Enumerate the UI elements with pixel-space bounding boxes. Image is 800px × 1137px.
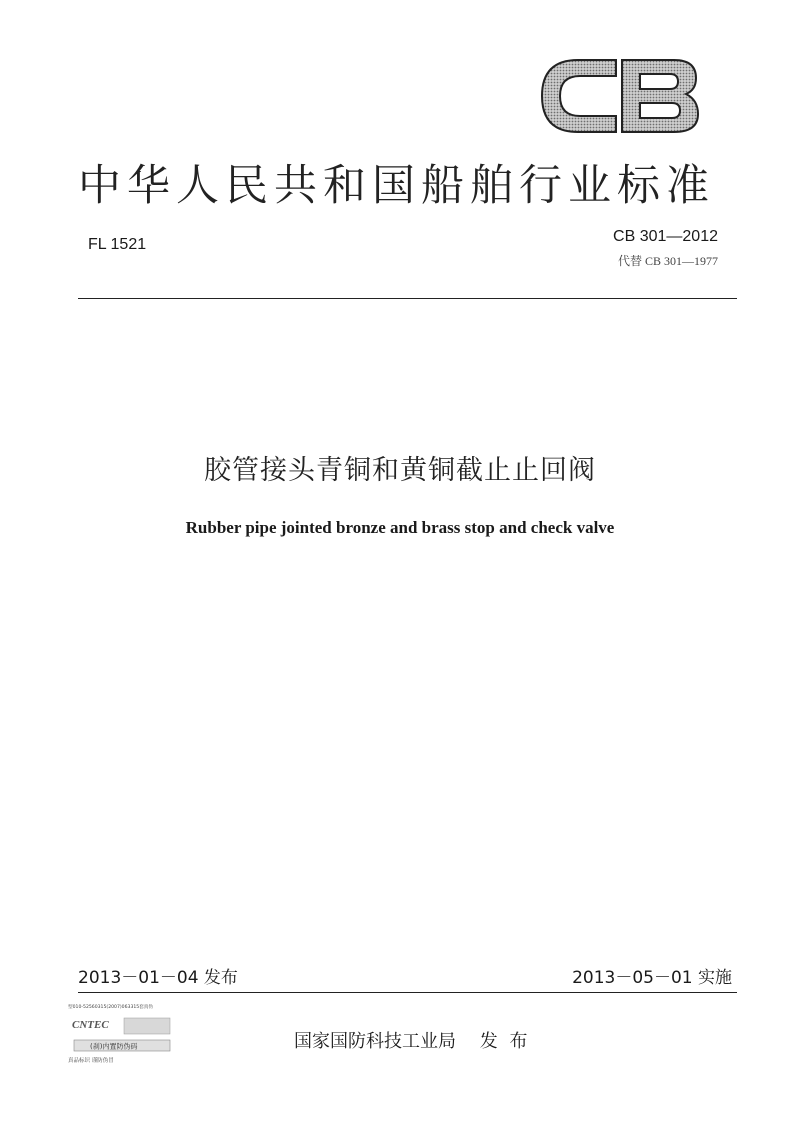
issue-date: 2013－01－04 发布 — [78, 968, 238, 988]
sticker-serial: 型010-52560315(2007)063315套真伪 — [68, 1005, 153, 1010]
logo-letter-c — [542, 60, 616, 132]
publisher-verb: 发 布 — [479, 1031, 531, 1052]
sticker-footer: 真品标识 谨防伪冒 — [68, 1058, 114, 1064]
replaces-standard: 代替 CB 301—1977 — [617, 254, 718, 268]
main-title: 中华人民共和国船舶行业标准 — [78, 161, 715, 211]
publisher-name: 国家国防科技工业局 — [294, 1031, 456, 1052]
standard-number: CB 301—2012 — [613, 228, 718, 245]
sticker-brand: CNTEC — [72, 1019, 109, 1031]
publisher — [294, 1027, 530, 1053]
document-title-en: Rubber pipe jointed bronze and brass stop and check valve — [185, 518, 615, 537]
document-title-cn: 胶管接头青铜和黄铜截止止回阀 — [204, 455, 596, 486]
sticker-stripe — [124, 1018, 170, 1034]
classification-code: FL 1521 — [88, 236, 147, 253]
top-divider — [78, 298, 737, 299]
bottom-divider — [78, 992, 737, 993]
effective-date: 2013－05－01 实施 — [572, 968, 732, 988]
anti-counterfeit-sticker — [66, 1000, 174, 1066]
sticker-label: (刹)内置防伪码 — [90, 1042, 138, 1051]
logo-letter-b — [622, 60, 698, 132]
cb-logo — [538, 54, 702, 138]
